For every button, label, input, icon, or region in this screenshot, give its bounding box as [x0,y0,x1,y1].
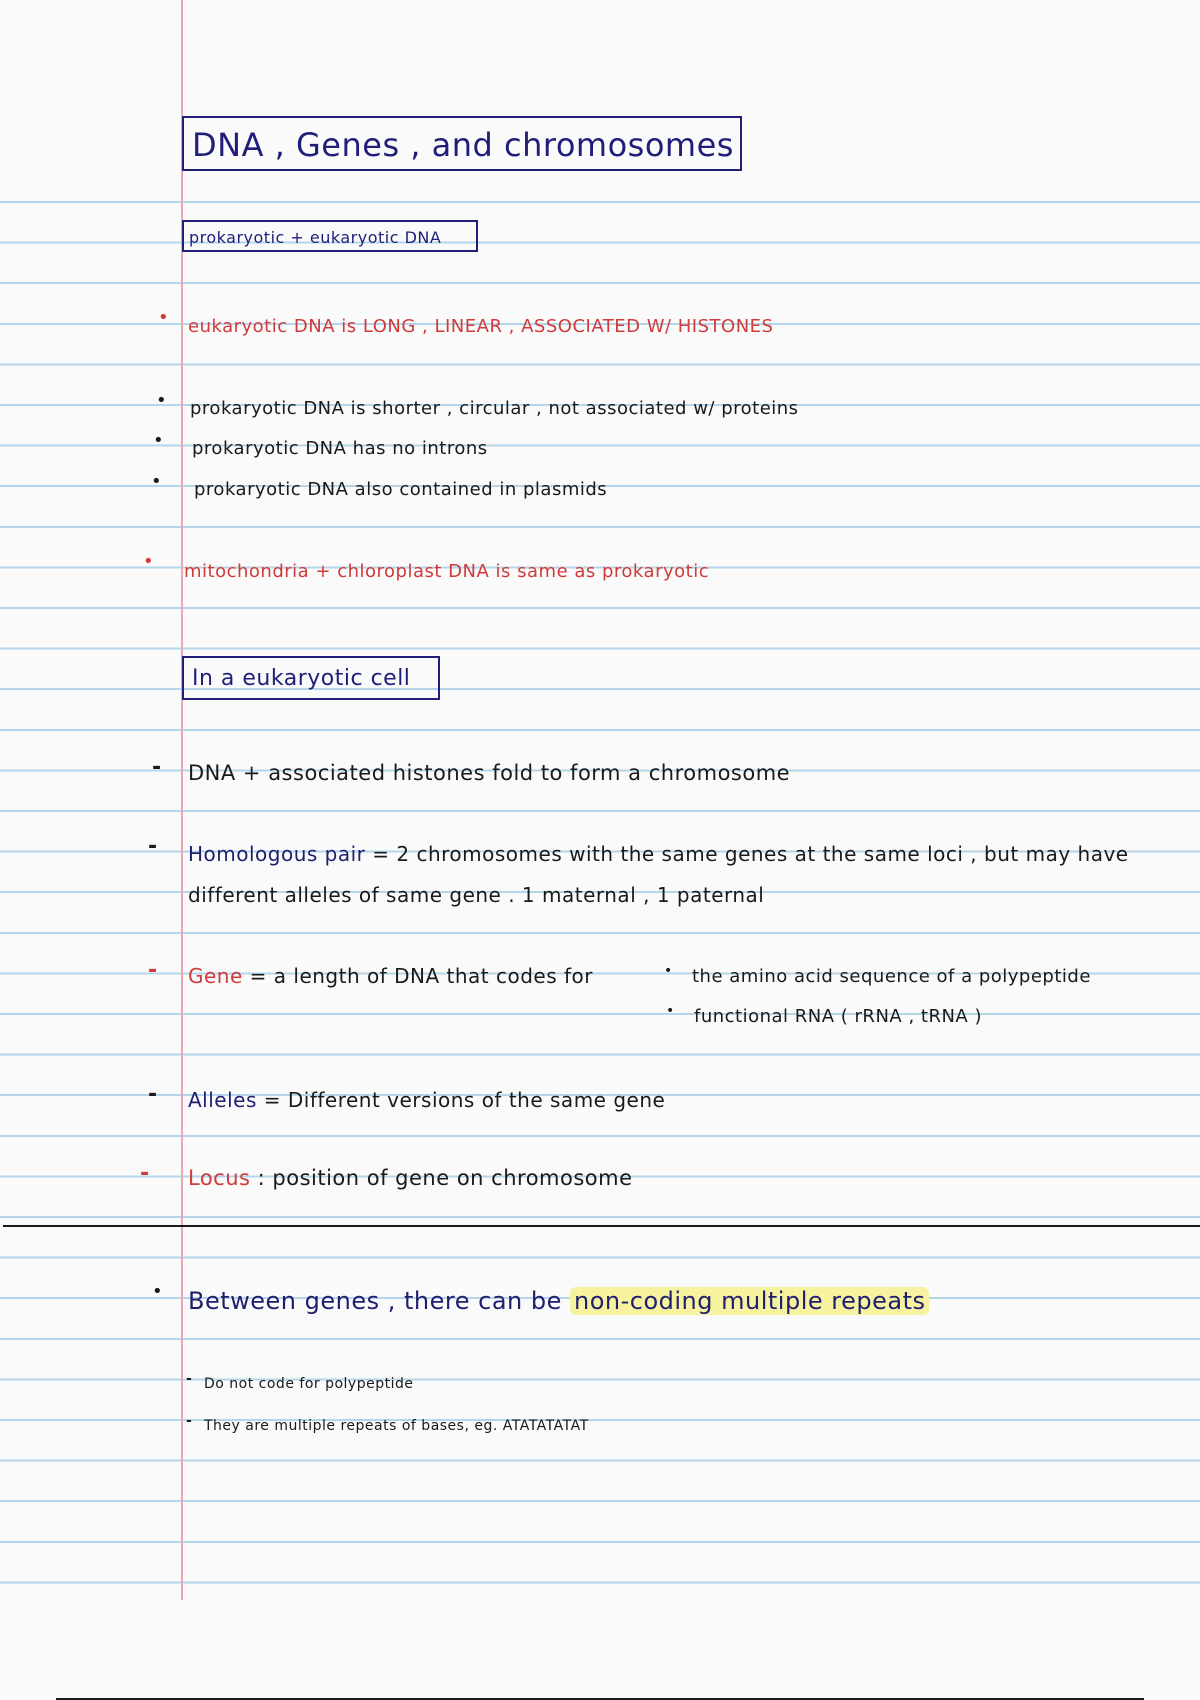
repeats-point: They are multiple repeats of bases, eg. ATATATATAT [204,1418,589,1434]
term-homologous-pair: Homologous pair [188,842,366,866]
bullet-dot: • [156,390,168,411]
dash-marker: - [148,958,158,983]
gene-definition [188,964,593,988]
dash-marker: - [186,1371,193,1387]
prokaryotic-point: prokaryotic DNA has no introns [192,438,488,459]
bullet-dot: • [664,963,673,979]
section-heading-text: prokaryotic + eukaryotic DNA [189,228,442,247]
term-gene: Gene [188,964,243,988]
alleles-definition-text: = Different versions of the same gene [256,1088,666,1112]
alleles-definition [188,1088,665,1112]
highlighted-text: non-coding multiple repeats [570,1287,929,1315]
section-heading-euk-cell [182,656,440,700]
dash-marker: - [148,834,158,859]
eukaryotic-note: eukaryotic DNA is LONG , LINEAR , ASSOCIATED W/ HISTONES [188,316,774,337]
locus-definition-text: : position of gene on chromosome [250,1166,633,1190]
locus-definition [188,1166,633,1190]
organelle-note: mitochondria + chloroplast DNA is same as prokaryotic [184,561,710,582]
homologous-pair-definition [188,842,1129,866]
page-title [182,116,742,171]
term-locus: Locus [188,1166,251,1190]
gene-item: the amino acid sequence of a polypeptide [692,966,1091,987]
prokaryotic-point: prokaryotic DNA is shorter , circular , not associated w/ proteins [190,398,799,419]
bullet-dot: • [153,430,165,451]
bullet-dot: • [152,1281,164,1302]
homologous-line2: different alleles of same gene . 1 maternal , 1 paternal [188,883,765,907]
homologous-line1: = 2 chromosomes with the same genes at the same loci , but may have [365,842,1129,866]
bullet-dot: • [151,471,163,492]
section-divider [3,1225,1200,1227]
dash-marker: - [152,755,162,780]
chromosome-definition: DNA + associated histones fold to form a chromosome [188,761,791,785]
section-heading-prok-euk [182,220,478,252]
bullet-dot: • [666,1003,675,1019]
repeats-intro [188,1287,929,1315]
bullet-dot: • [158,307,170,328]
dash-marker: - [140,1161,150,1186]
gene-definition-text: = a length of DNA that codes for [242,964,594,988]
bullet-dot: • [143,551,155,572]
repeats-point: Do not code for polypeptide [204,1376,414,1392]
dash-marker: - [148,1082,158,1107]
page-title-text: DNA , Genes , and chromosomes [192,126,734,164]
term-alleles: Alleles [188,1088,257,1112]
section-heading-text: In a eukaryotic cell [192,666,411,691]
dash-marker: - [186,1413,193,1429]
gene-item: functional RNA ( rRNA , tRNA ) [694,1006,982,1027]
prokaryotic-point: prokaryotic DNA also contained in plasmids [194,479,608,500]
repeats-intro-text: Between genes , there can be [188,1287,570,1315]
